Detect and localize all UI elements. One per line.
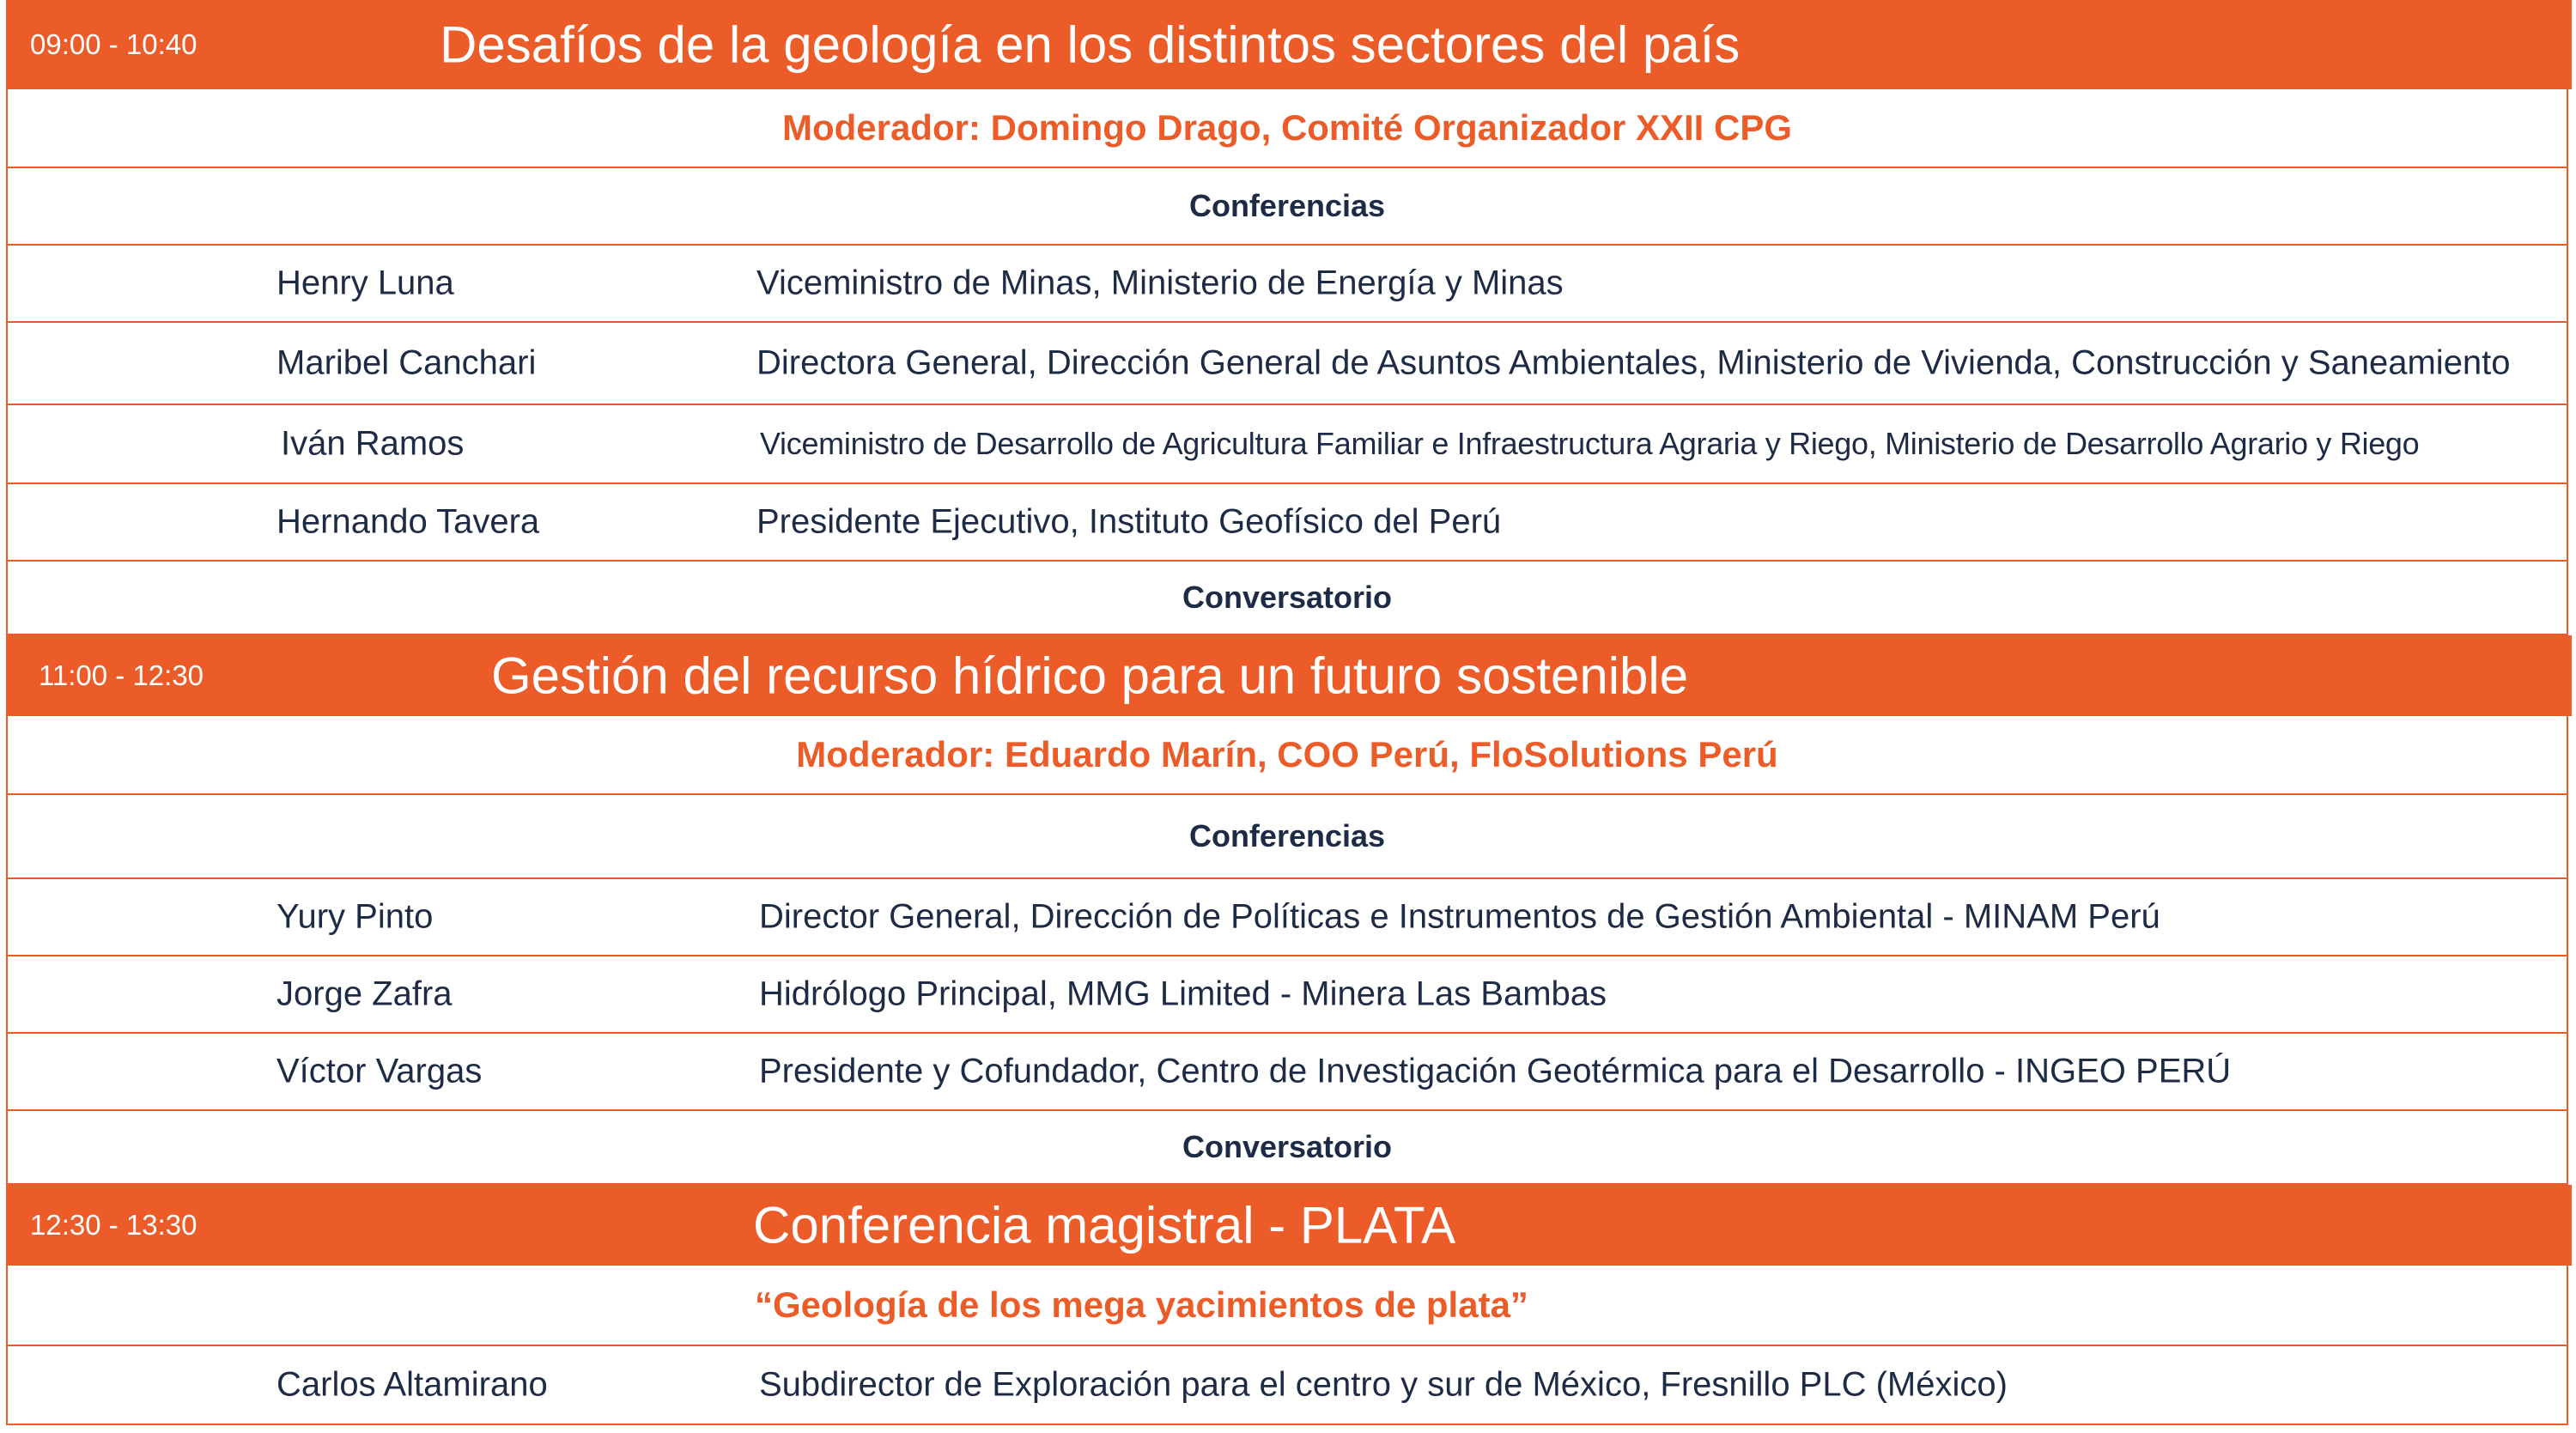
session-header <box>6 635 2572 716</box>
moderator-row <box>6 89 2568 168</box>
conversatorio-row <box>6 562 2568 635</box>
moderator-text: Moderador: Domingo Drago, Comité Organizador XXII CPG <box>781 107 1793 148</box>
speaker-row <box>6 484 2568 562</box>
conversatorio-text: Conversatorio <box>1182 1129 1393 1164</box>
session-header <box>6 0 2572 89</box>
speaker-name: Maribel Canchari <box>276 343 537 382</box>
speaker-name: Yury Pinto <box>276 897 434 936</box>
session-header <box>6 1185 2572 1266</box>
speaker-name: Carlos Altamirano <box>276 1365 548 1404</box>
speaker-name: Víctor Vargas <box>276 1052 483 1090</box>
speaker-role: Presidente y Cofundador, Centro de Investigación Geotérmica para el Desarrollo - INGEO PERÚ <box>759 1052 2232 1090</box>
speaker-name: Iván Ramos <box>281 424 465 463</box>
subheading-row <box>6 168 2568 246</box>
speaker-role: Hidrólogo Principal, MMG Limited - Minera Las Bambas <box>759 975 1607 1013</box>
session-time: 12:30 - 13:30 <box>30 1209 197 1241</box>
speaker-row <box>6 1034 2568 1111</box>
subheading-text: Conferencias <box>1188 818 1386 853</box>
speaker-role: Viceministro de Desarrollo de Agricultura Familiar e Infraestructura Agraria y Riego, Ministerio de Desarrollo Agrario y Riego <box>760 426 2420 461</box>
speaker-name: Jorge Zafra <box>276 975 453 1013</box>
speaker-role: Presidente Ejecutivo, Instituto Geofísico del Perú <box>756 502 1502 541</box>
subheading-text: Conferencias <box>1188 188 1386 223</box>
session-time: 09:00 - 10:40 <box>30 28 197 60</box>
speaker-row <box>6 323 2568 405</box>
speaker-row <box>6 1346 2568 1425</box>
session-title: Conferencia magistral - PLATA <box>753 1196 1456 1254</box>
speaker-role: Subdirector de Exploración para el centro y sur de México, Fresnillo PLC (México) <box>759 1365 2008 1404</box>
conversatorio-text: Conversatorio <box>1182 580 1393 615</box>
speaker-row <box>6 405 2568 484</box>
speaker-row <box>6 879 2568 956</box>
conversatorio-row <box>6 1111 2568 1185</box>
session-title: Desafíos de la geología en los distintos sectores del país <box>440 15 1741 74</box>
talk-title-row <box>6 1266 2568 1346</box>
session-title: Gestión del recurso hídrico para un futuro sostenible <box>491 647 1689 705</box>
speaker-name: Hernando Tavera <box>276 502 540 541</box>
speaker-row <box>6 246 2568 323</box>
speaker-name: Henry Luna <box>276 264 454 302</box>
speaker-role: Viceministro de Minas, Ministerio de Energía y Minas <box>756 264 1564 302</box>
session-time: 11:00 - 12:30 <box>39 659 204 691</box>
talk-title-text: “Geología de los mega yacimientos de plata” <box>755 1284 1528 1325</box>
moderator-text: Moderador: Eduardo Marín, COO Perú, FloSolutions Perú <box>796 734 1778 774</box>
speaker-row <box>6 956 2568 1034</box>
moderator-row <box>6 716 2568 795</box>
speaker-role: Directora General, Dirección General de Asuntos Ambientales, Ministerio de Vivienda, Construcción y Saneamiento <box>756 343 2511 382</box>
subheading-row <box>6 795 2568 879</box>
speaker-role: Director General, Dirección de Políticas e Instrumentos de Gestión Ambiental - MINAM Perú <box>759 897 2160 936</box>
